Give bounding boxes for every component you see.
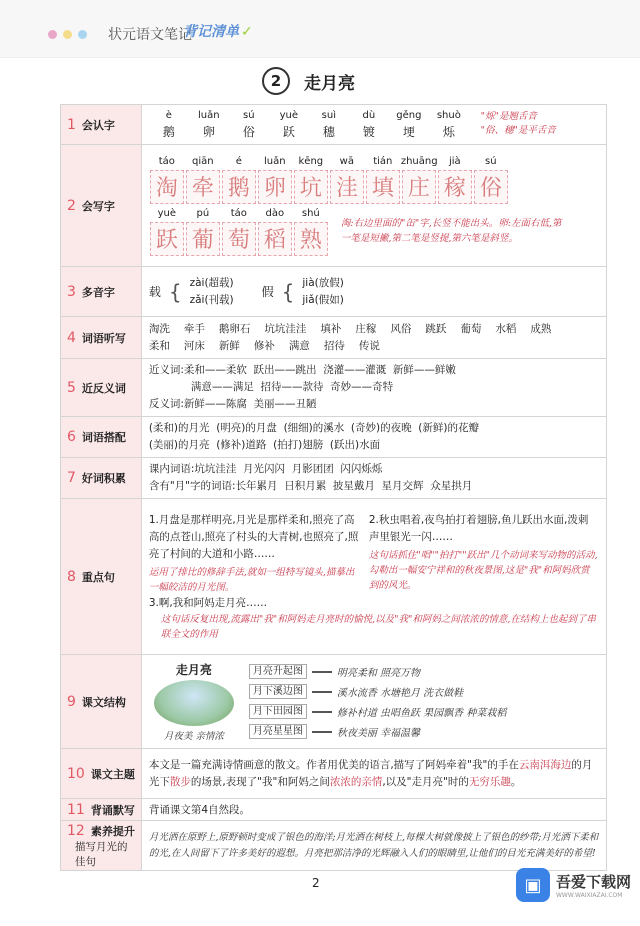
text-line: 反义词:新鲜——陈腐 美丽——丑陋 (148, 398, 317, 410)
pinyin: shú (301, 207, 320, 219)
text-line: 满意——满足 招待——款待 奇妙——奇特 (190, 381, 394, 393)
decor-dot (78, 30, 87, 39)
theme-text: ,以及"走月亮"时的 (382, 775, 469, 788)
series-label: 背记清单 (183, 24, 239, 40)
section-number: 4 (67, 329, 76, 346)
hanzi: 埂 (402, 124, 415, 139)
section-number: 11 (67, 801, 85, 818)
polyphone-reading: zài(超载) (189, 276, 234, 289)
section-label: 会认字 (81, 118, 115, 132)
section-header (61, 267, 142, 317)
polyphone-reading: zǎi(刊载) (189, 293, 234, 306)
hanzi-box: 稻 (258, 222, 292, 256)
section-number: 6 (67, 429, 76, 445)
hanzi-box: 庄 (402, 170, 436, 204)
structure-key: 月亮升起图 (249, 664, 307, 679)
section-row (61, 317, 607, 359)
annotation: 运用了排比的修辞手法,就如一组特写镜头,描摹出一幅皎洁的月光图。 (148, 566, 355, 593)
pinyin: luǎn (198, 109, 220, 121)
writing-cell (185, 156, 221, 204)
pinyin: táo (158, 155, 175, 167)
pinyin: suì (321, 109, 336, 121)
section-number: 7 (67, 470, 76, 486)
word: 新鲜 (218, 339, 240, 352)
word-list (149, 338, 599, 355)
section-row (61, 749, 607, 799)
section-content (141, 105, 606, 145)
theme-highlight: 浓浓的亲情 (329, 775, 383, 788)
pinyin: táo (230, 207, 247, 219)
section-row (61, 417, 607, 458)
lesson-title: 走月亮 (304, 73, 355, 94)
pinyin-char (429, 110, 469, 140)
decor-dot (48, 30, 57, 39)
section-sublabel: 描写月光的佳句 (75, 840, 128, 868)
pinyin: shuò (436, 109, 461, 121)
writing-cell (257, 208, 293, 256)
section-header (61, 821, 142, 871)
word: 跳跃 (425, 322, 447, 335)
pinyin-char (309, 110, 349, 140)
watermark-url: WWW.WAIXIAZAI.COM (556, 892, 623, 899)
notes-table (60, 104, 607, 871)
check-icon: ✓ (241, 24, 253, 40)
word: 淘洗 (148, 322, 170, 335)
top-header-bar (0, 0, 640, 58)
structure-row (249, 702, 507, 722)
section-row (61, 145, 607, 267)
lesson-heading (262, 67, 355, 95)
connector-line (312, 691, 332, 693)
section-content (141, 749, 606, 799)
section-label: 背诵默写 (90, 803, 135, 817)
pinyin: yuè (157, 207, 177, 219)
annotation-block (481, 108, 556, 136)
structure-caption: 月夜美 亲情浓 (163, 731, 224, 742)
pinyin: wā (339, 155, 354, 167)
pinyin-char (349, 110, 389, 140)
pinyin: sú (243, 109, 255, 121)
structure-value: 秋夜美丽 幸福温馨 (336, 728, 421, 739)
page-number: 2 (312, 876, 320, 890)
pinyin: gěng (396, 109, 422, 121)
word: 修补 (253, 339, 275, 352)
pinyin: jià (448, 155, 461, 167)
box-icon: ▣ (516, 868, 550, 902)
hanzi-box: 洼 (330, 170, 364, 204)
hanzi-box: 葡 (186, 222, 220, 256)
section-row (61, 799, 607, 821)
pinyin: sú (485, 155, 497, 167)
writing-cell (365, 156, 401, 204)
word: 河床 (183, 339, 205, 352)
hanzi: 穗 (322, 124, 335, 139)
watermark-name: 吾爱下载网 (556, 873, 632, 891)
section-content (141, 499, 606, 655)
word: 牵手 (183, 322, 205, 335)
section-number: 3 (67, 283, 76, 300)
word: 葡萄 (460, 322, 482, 335)
structure-list (249, 662, 507, 742)
section-header (61, 655, 142, 749)
section-header (61, 417, 142, 458)
structure-value: 溪水流香 水塘艳月 洗衣做鞋 (336, 688, 464, 699)
theme-text: 的月光下 (148, 758, 593, 788)
word-list (149, 321, 599, 338)
hanzi-box: 跃 (150, 222, 184, 256)
section-label: 会写字 (81, 199, 115, 213)
section-header (61, 499, 142, 655)
section-row (61, 499, 607, 655)
structure-value: 明亮柔和 照亮万物 (336, 668, 421, 679)
section-content (141, 417, 606, 458)
pinyin: tián (373, 155, 393, 167)
moonlit-illustration (154, 680, 234, 726)
writing-cell (293, 208, 329, 256)
section-content (141, 458, 606, 499)
hanzi-box: 稼 (438, 170, 472, 204)
key-sentence: 1.月盘是那样明亮,月光是那样柔和,照亮了高高的点苍山,照亮了村头的大青树,也照亮了,照亮了村间的大道和小路…… (148, 513, 359, 560)
section-content: 背诵课文第4自然段。 (141, 799, 606, 821)
polyphone-char: 载 (148, 285, 161, 299)
writing-cell (437, 156, 473, 204)
polyphone-reading: jiǎ(假如) (302, 293, 344, 306)
pinyin: zhuāng (400, 155, 438, 167)
annotation: 这句话抓住"唱""拍打""跃出"几个动词来写动物的活动,勾勒出一幅安宁祥和的秋夜景图,这是"我"和阿妈欣赏到的风光。 (368, 549, 598, 591)
pinyin: dào (265, 207, 285, 219)
writing-cell (473, 156, 509, 204)
section-label: 多音字 (81, 285, 115, 299)
hanzi-box: 萄 (222, 222, 256, 256)
writing-cell (149, 208, 185, 256)
section-row (61, 655, 607, 749)
theme-text: 本文是一篇充满诗情画意的散文。作者用优美的语言,描写了阿妈牵着"我"的手在 (148, 758, 519, 771)
writing-cell (329, 156, 365, 204)
structure-row (249, 662, 507, 682)
section-header (61, 145, 142, 267)
pinyin: é (235, 155, 242, 167)
section-row (61, 105, 607, 145)
structure-title: 走月亮 (175, 663, 212, 677)
section-header (61, 317, 142, 359)
section-row (61, 267, 607, 317)
connector-line (312, 671, 332, 673)
hanzi: 烁 (442, 124, 455, 139)
section-number: 5 (67, 379, 76, 396)
pinyin-char (229, 110, 269, 140)
pinyin: è (165, 109, 172, 121)
theme-text: 的场景,表现了"我"和阿妈之间 (190, 775, 330, 788)
hanzi: 镀 (362, 124, 375, 139)
writing-cell (185, 208, 221, 256)
word: 坑坑洼洼 (264, 322, 307, 335)
word: 柔和 (148, 339, 170, 352)
section-content (141, 655, 606, 749)
structure-key: 月下溪边图 (249, 684, 307, 699)
hanzi-box: 淘 (150, 170, 184, 204)
annotation: 淘:右边里面的"缶"字,长竖不能出头。卵:左面右低,第一笔是短撇,第二笔是竖提,第六笔是斜竖。 (340, 217, 562, 244)
section-number: 1 (67, 116, 76, 133)
decor-dots (48, 30, 87, 39)
word: 招待 (323, 339, 345, 352)
section-content: 月光洒在原野上,原野顿时变成了银色的海洋;月光洒在树枝上,每棵大树就像披上了银色的纱带;月光洒下柔和的光,在人间留下了许多美好的遐想。月亮把那洁净的光辉融入人们的眼睛里,让他们的目光充满美好的希望! (141, 821, 606, 871)
structure-card (149, 661, 239, 742)
pinyin: kēng (298, 155, 324, 167)
section-content (141, 145, 606, 267)
writing-cell (149, 156, 185, 204)
pinyin-char (149, 110, 189, 140)
writing-cell (221, 208, 257, 256)
connector-line (312, 711, 332, 713)
section-number: 2 (67, 197, 76, 214)
writing-grid-row (149, 156, 599, 204)
section-label: 词语搭配 (81, 431, 126, 444)
key-sentence: 2.秋虫唱着,夜鸟拍打着翅膀,鱼儿跃出水面,泼刺声里银光一闪…… (368, 513, 589, 543)
section-content (141, 359, 606, 417)
pinyin: luǎn (264, 155, 286, 167)
pinyin-char (389, 110, 429, 140)
pinyin: pú (196, 207, 210, 219)
section-content (141, 317, 606, 359)
word: 传说 (358, 339, 380, 352)
key-sentence: 3.啊,我和阿妈走月亮…… (148, 596, 268, 609)
theme-highlight: 无穷乐趣 (468, 775, 511, 788)
section-row (61, 359, 607, 417)
hanzi-box: 填 (366, 170, 400, 204)
word: 满意 (288, 339, 310, 352)
hanzi-box: 牵 (186, 170, 220, 204)
writing-cell (293, 156, 329, 204)
section-label: 近反义词 (81, 381, 126, 395)
section-label: 重点句 (81, 570, 115, 584)
text-line: 含有"月"字的词语:长年累月 日积月累 披星戴月 星月交辉 众星拱月 (148, 480, 473, 492)
polyphone-reading: jià(放假) (302, 276, 344, 289)
structure-key: 月亮星星图 (249, 724, 307, 739)
hanzi-box: 坑 (294, 170, 328, 204)
section-label: 课文主题 (90, 767, 135, 781)
hanzi-box: 鹅 (222, 170, 256, 204)
section-row (61, 458, 607, 499)
annotation: 这句话反复出现,流露出"我"和阿妈走月亮时的愉悦,以及"我"和阿妈之间浓浓的情意,在结构上也起到了串联全文的作用 (160, 613, 596, 640)
lesson-number: 2 (262, 67, 290, 95)
hanzi-box: 卵 (258, 170, 292, 204)
word: 庄稼 (355, 322, 377, 335)
section-label: 好词积累 (81, 472, 126, 485)
hanzi: 跃 (282, 124, 295, 139)
section-number: 8 (67, 568, 76, 585)
section-row (61, 821, 607, 871)
section-number: 10 (67, 765, 85, 782)
theme-highlight: 云南洱海边 (518, 758, 572, 771)
word: 成熟 (530, 322, 552, 335)
structure-value: 修补村道 虫唱鱼跃 果园飘香 种菜栽稻 (336, 708, 507, 719)
connector-line (312, 731, 332, 733)
series-name (183, 21, 253, 41)
pinyin-char (189, 110, 229, 140)
watermark (516, 868, 631, 902)
hanzi: 俗 (242, 124, 255, 139)
text-line: (柔和)的月光 (明亮)的月盘 (细细)的溪水 (奇妙)的夜晚 (新鲜)的花瓣 (148, 422, 479, 434)
section-number: 9 (67, 693, 76, 710)
brand-name: 状元语文笔记 (108, 27, 192, 43)
writing-cell (257, 156, 293, 204)
word: 鹅卵石 (218, 322, 251, 335)
theme-highlight: 散步 (169, 775, 191, 788)
structure-row (249, 722, 507, 742)
section-label: 课文结构 (81, 695, 126, 709)
pinyin: dù (362, 109, 376, 121)
structure-row (249, 682, 507, 702)
writing-cell (221, 156, 257, 204)
word: 风俗 (390, 322, 412, 335)
section-header (61, 749, 142, 799)
section-label: 词语听写 (81, 331, 126, 345)
annotation: "烁"是翘舌音 (480, 111, 537, 122)
pinyin-char (269, 110, 309, 140)
section-number: 12 (67, 822, 85, 839)
text-line: (美丽)的月亮 (修补)道路 (拍打)翅膀 (跃出)水面 (148, 439, 381, 451)
section-header (61, 359, 142, 417)
section-header (61, 799, 142, 821)
pinyin: qiān (192, 155, 214, 167)
section-header (61, 105, 142, 145)
section-content: 载 { zài(超载) zǎi(刊载) 假 { jià(放假) jiǎ(假如) (141, 267, 606, 317)
theme-text: 。 (510, 775, 522, 788)
hanzi: 卵 (202, 124, 215, 139)
writing-cell (401, 156, 437, 204)
hanzi-box: 熟 (294, 222, 328, 256)
word: 填补 (320, 322, 342, 335)
pinyin: yuè (279, 109, 299, 121)
hanzi: 鹅 (162, 124, 175, 139)
writing-grid-row (149, 208, 329, 256)
section-header (61, 458, 142, 499)
structure-key: 月下田园图 (249, 704, 307, 719)
annotation: "俗、穗"是平舌音 (480, 125, 556, 136)
polyphone-char: 假 (261, 285, 274, 299)
decor-dot (63, 30, 72, 39)
section-label: 素养提升 (90, 824, 135, 838)
text-line: 近义词:柔和——柔软 跃出——跳出 浇灌——灌溉 新鲜——鲜嫩 (148, 364, 456, 376)
word: 水稻 (495, 322, 517, 335)
hanzi-box: 俗 (474, 170, 508, 204)
text-line: 课内词语:坑坑洼洼 月光闪闪 月影团团 闪闪烁烁 (148, 463, 383, 475)
